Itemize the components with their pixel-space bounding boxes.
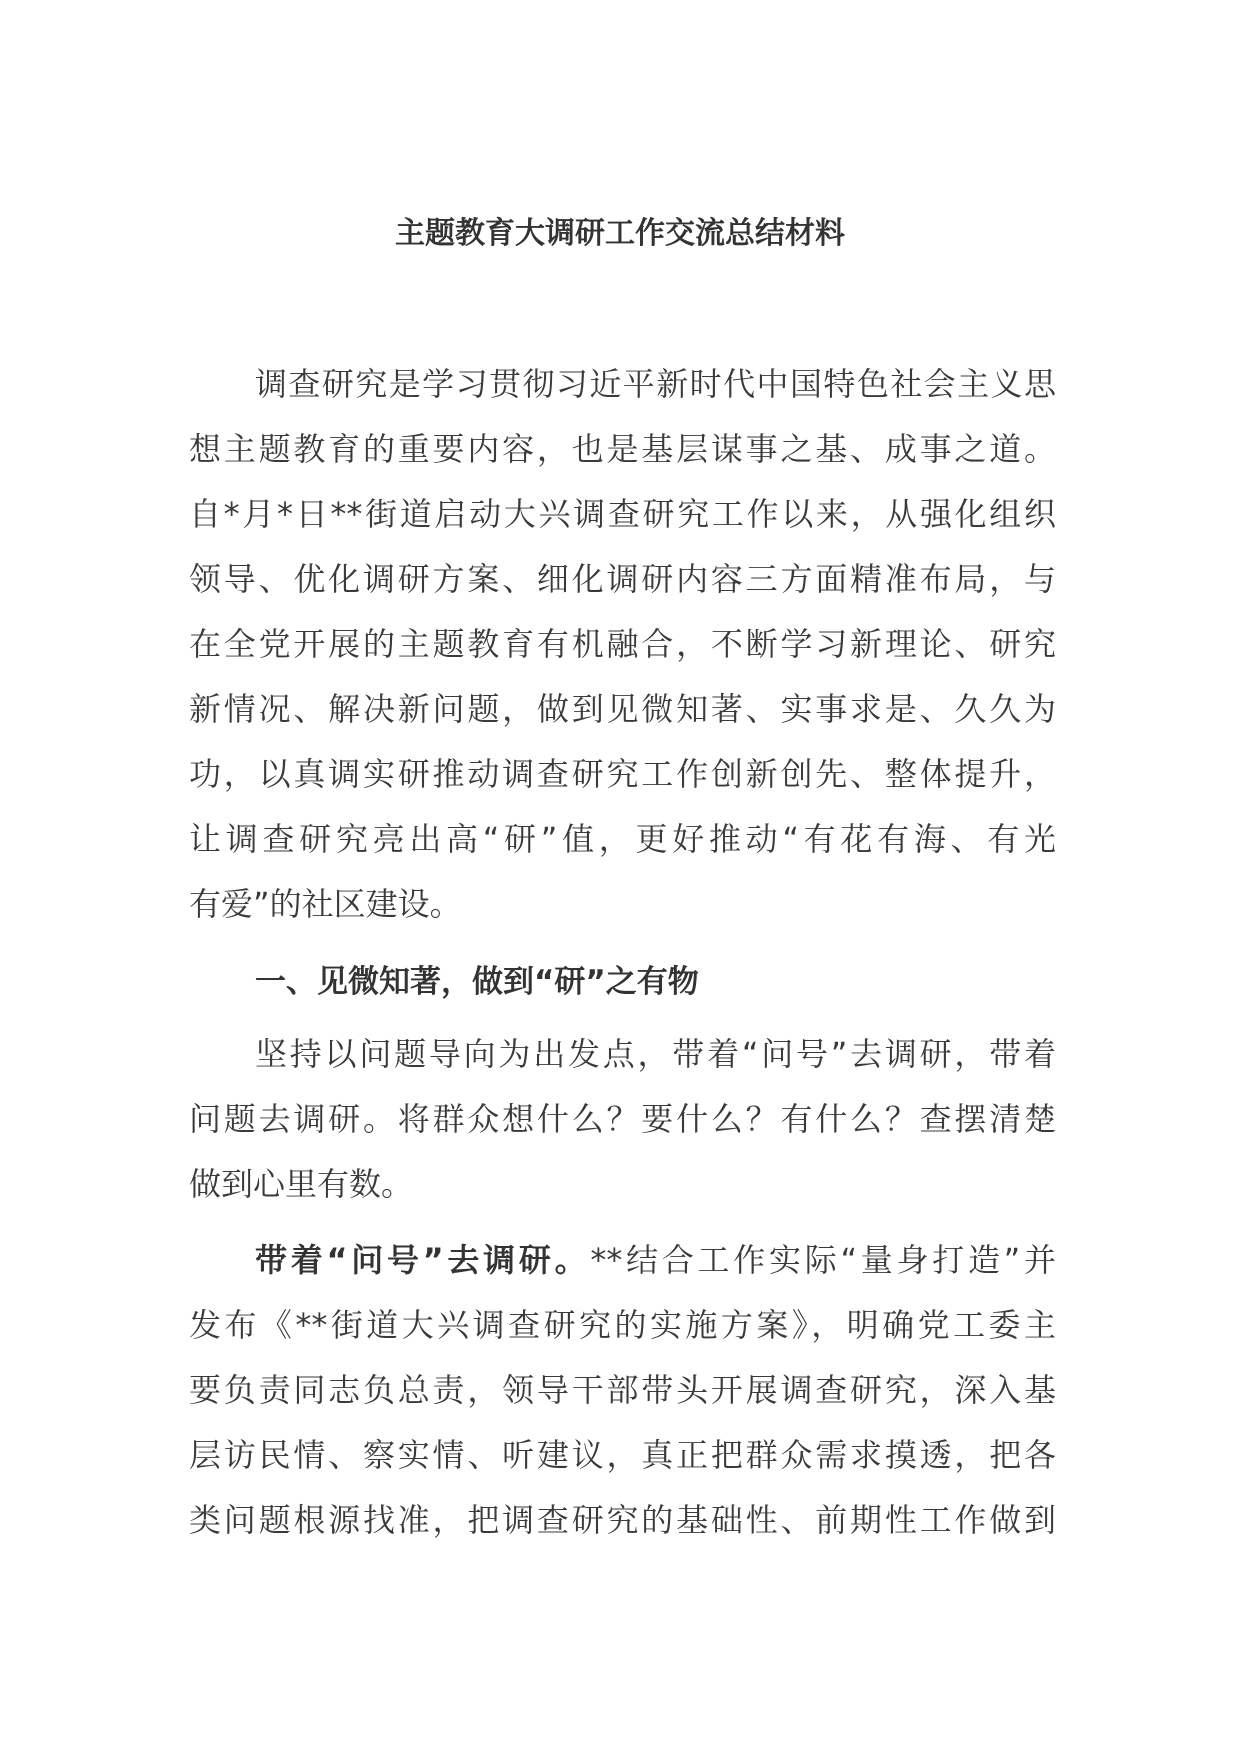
paragraph-line: 功，以真调实研推动调查研究工作创新创先、整体提升， bbox=[189, 755, 1056, 793]
paragraph-line: 在全党开展的主题教育有机融合，不断学习新理论、研究 bbox=[189, 625, 1056, 663]
paragraph-line: 调查研究是学习贯彻习近平新时代中国特色社会主义思 bbox=[255, 365, 1056, 403]
document-title: 主题教育大调研工作交流总结材料 bbox=[395, 216, 845, 251]
paragraph-line bbox=[189, 1228, 1056, 1293]
paragraph-line: 想主题教育的重要内容，也是基层谋事之基、成事之道。 bbox=[189, 430, 1056, 468]
paragraph-line: 类问题根源找准，把调查研究的基础性、前期性工作做到 bbox=[189, 1501, 1056, 1539]
paragraph-line: 要负责同志负总责，领导干部带头开展调查研究，深入基 bbox=[189, 1371, 1056, 1409]
paragraph-line: 领导、优化调研方案、细化调研内容三方面精准布局，与 bbox=[189, 560, 1056, 598]
paragraph-line: 坚持以问题导向为出发点，带着“问号”去调研，带着 bbox=[255, 1035, 1056, 1073]
paragraph-text: **结合工作实际“量身打造”并 bbox=[590, 1241, 1056, 1279]
paragraph-line: 问题去调研。将群众想什么？要什么？有什么？查摆清楚 bbox=[189, 1100, 1056, 1138]
paragraph-section-1 bbox=[189, 1022, 1056, 1217]
paragraph-line: 有爱”的社区建设。 bbox=[189, 885, 462, 923]
bold-lead: 带着“问号”去调研。 bbox=[255, 1241, 591, 1279]
paragraph-line: 发布《**街道大兴调查研究的实施方案》，明确党工委主 bbox=[189, 1306, 1056, 1344]
paragraph-intro bbox=[189, 352, 1056, 937]
paragraph-line: 新情况、解决新问题，做到见微知著、实事求是、久久为 bbox=[189, 690, 1056, 728]
section-heading-1: 一、见微知著，做到“研”之有物 bbox=[255, 964, 699, 1000]
paragraph-line: 让调查研究亮出高“研”值，更好推动“有花有海、有光 bbox=[189, 820, 1056, 858]
paragraph-line: 自*月*日**街道启动大兴调查研究工作以来，从强化组织 bbox=[189, 495, 1056, 533]
paragraph-line: 层访民情、察实情、听建议，真正把群众需求摸透，把各 bbox=[189, 1436, 1056, 1474]
paragraph-with-questions bbox=[189, 1228, 1056, 1553]
paragraph-line: 做到心里有数。 bbox=[189, 1165, 414, 1203]
